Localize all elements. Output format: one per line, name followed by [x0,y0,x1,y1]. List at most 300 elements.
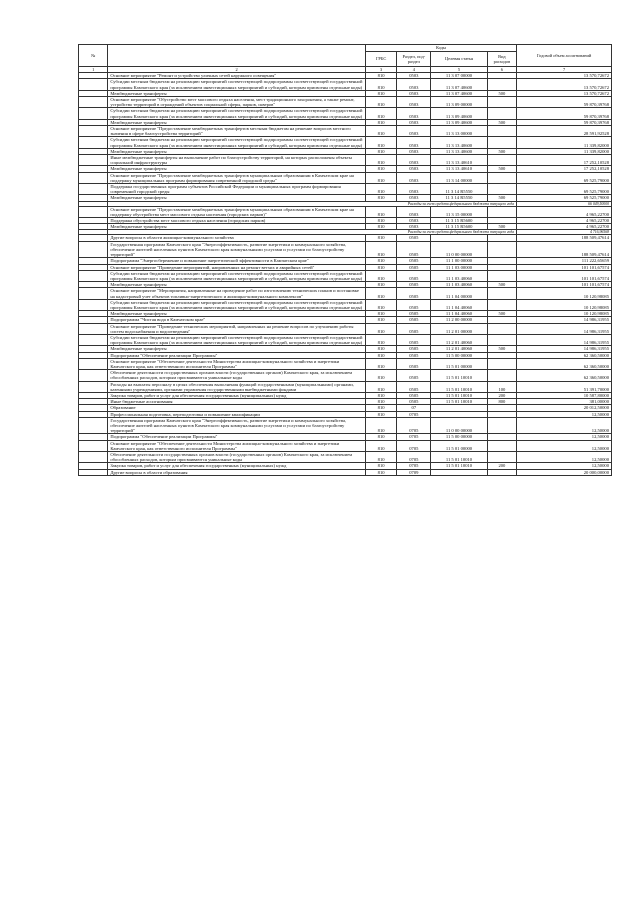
row-amount: 12,50000 [517,452,612,463]
row-target: 11 1 00 00000 [431,258,487,264]
row-target: 11 5 01 10010 [431,452,487,463]
row-number [79,370,108,381]
table-row [79,206,612,217]
row-section: 0505 [397,258,431,264]
table-row [79,452,612,463]
row-grbs: 810 [365,434,397,440]
row-amount: 381,00000 [517,399,612,405]
row-name: Подпрограмма "Чистая вода в Камчатском крае" [108,317,365,323]
row-grbs: 810 [365,469,397,475]
row-grbs: 810 [365,218,397,224]
row-target: 11 0 00 00000 [431,241,487,258]
row-exptype [487,79,516,90]
table-row [79,469,612,475]
row-number [79,452,108,463]
row-amount: 20 012,50000 [517,405,612,411]
row-target: 11 3 13 00000 [431,126,487,137]
row-grbs: 810 [365,323,397,334]
row-name: Основное мероприятие "Проведение технических мероприятий, направленных на решение вопросов по улучшению работы систем водоснабжения и водоотведения" [108,323,365,334]
row-section: 0705 [397,452,431,463]
row-target: 11 2 01 40060 [431,334,487,345]
row-target: 11 1 04 00000 [431,288,487,299]
row-number [79,206,108,217]
row-grbs: 810 [365,235,397,241]
row-target: 11 1 04 40060 [431,311,487,317]
row-number [79,155,108,166]
col-num: 3 [365,67,397,73]
row-grbs: 810 [365,282,397,288]
row-number [79,97,108,108]
row-grbs: 810 [365,452,397,463]
row-name: Иные бюджетные ассигнования [108,399,365,405]
row-number [79,440,108,451]
row-name: Закупка товаров, работ и услуг для обеспечения государственных (муниципальных) нужд [108,463,365,469]
row-number [79,172,108,183]
row-number [79,126,108,137]
row-target: 11 5 00 00000 [431,434,487,440]
row-number [79,241,108,258]
row-number [79,79,108,90]
row-section: 0503 [397,137,431,148]
row-name: Межбюджетные трансферты [108,311,365,317]
row-grbs: 810 [365,399,397,405]
row-exptype: 500 [487,311,516,317]
col-num: 7 [517,67,612,73]
row-target: 11 0 00 00000 [431,417,487,434]
row-grbs: 810 [365,352,397,358]
row-number [79,381,108,392]
row-exptype [487,417,516,434]
row-name: Другие вопросы в области жилищно-коммунального хозяйства [108,235,365,241]
row-target: 11 1 03 40060 [431,282,487,288]
row-name: Межбюджетные трансферты [108,119,365,125]
row-name: Основное мероприятие "Мероприятия, направленные на проведение работ по изготовлению технических планов и постановке на кадастровый учет объектов топливно-энергетического и жилищно-коммунального комплексов" [108,288,365,299]
row-grbs: 810 [365,317,397,323]
row-name: Основное мероприятие "Обеспечение деятельности Министерства жилищно-коммунального хозяйства и энергетики Камчатского края, как ответственного исполнителя Программы" [108,358,365,369]
row-target: 11 3 14 00000 [431,172,487,183]
row-target: 11 3 09 40600 [431,108,487,119]
row-exptype [487,323,516,334]
row-exptype [487,172,516,183]
row-name: Субсидии местным бюджетам на реализацию мероприятий соответствующей подпрограммы соответствующей государственной программы Камчатского края (за исключением инвестиционных мероприятий и субсидий, которым присвоены отдельные коды) [108,137,365,148]
row-grbs: 810 [365,119,397,125]
row-exptype [487,155,516,166]
row-section: 0503 [397,166,431,172]
row-grbs: 810 [365,358,397,369]
row-exptype [487,97,516,108]
row-grbs: 810 [365,392,397,398]
row-target: 11 5 01 10010 [431,381,487,392]
row-exptype: 500 [487,282,516,288]
row-section: 0705 [397,417,431,434]
row-exptype: 500 [487,90,516,96]
row-amount: 51 391,70000 [517,381,612,392]
table-body [79,73,612,476]
row-name: Другие вопросы в области образования [108,469,365,475]
row-exptype [487,288,516,299]
row-grbs: 810 [365,264,397,270]
row-section: 0503 [397,195,431,201]
row-amount: 13 570,72672 [517,73,612,79]
row-exptype: 500 [487,224,516,230]
row-target: 11 1 04 40060 [431,299,487,310]
row-name: Субсидии местным бюджетам на реализацию мероприятий соответствующей подпрограммы соответствующей государственной программы Камчатского края (за исключением инвестиционных мероприятий и субсидий, которым присвоены отдельные коды) [108,79,365,90]
row-grbs: 810 [365,206,397,217]
row-amount: 17 252,10528 [517,155,612,166]
note-amount: 4 716,96568 [517,230,612,235]
row-name: Расходы на выплаты персоналу в целях обеспечения выполнения функций государственными (муниципальными) органами, казенными учреждениями, органами управления государственными внебюджетными фондами [108,381,365,392]
row-amount: 11 339,82000 [517,148,612,154]
header-section: Раздел, под-раздел [397,52,431,67]
row-target: 11 5 01 10010 [431,392,487,398]
row-name: Подпрограмма "Энергосбережение и повышение энергетической эффективности в Камчатском крае" [108,258,365,264]
row-number [79,334,108,345]
table-row [79,288,612,299]
table-row [79,79,612,90]
row-grbs: 810 [365,346,397,352]
row-exptype [487,440,516,451]
note-amount: 66 049,50000 [517,201,612,206]
row-section: 0505 [397,346,431,352]
col-num: 5 [431,67,487,73]
row-target: 11 5 01 10010 [431,370,487,381]
row-grbs: 810 [365,270,397,281]
row-exptype [487,299,516,310]
row-section: 0503 [397,148,431,154]
row-section: 0505 [397,282,431,288]
row-amount: 4 965,22700 [517,224,612,230]
row-amount: 14 986,31955 [517,323,612,334]
row-amount: 12,50000 [517,463,612,469]
row-amount: 4 965,22700 [517,206,612,217]
table-row [79,126,612,137]
row-section: 0505 [397,352,431,358]
row-grbs: 810 [365,411,397,417]
row-name: Межбюджетные трансферты [108,224,365,230]
row-amount: 13 570,72672 [517,90,612,96]
row-number [79,417,108,434]
row-amount: 69 525,79000 [517,195,612,201]
row-number [79,358,108,369]
row-exptype [487,241,516,258]
table-row [79,241,612,258]
row-grbs: 810 [365,258,397,264]
header-grbs: ГРБС [365,52,397,67]
row-exptype: 100 [487,381,516,392]
row-target: 11 3 09 00000 [431,97,487,108]
col-num: 2 [108,67,365,73]
row-section: 0505 [397,392,431,398]
row-section: 0705 [397,440,431,451]
row-grbs: 810 [365,463,397,469]
row-target: 11 3 13 40600 [431,148,487,154]
row-target: 11 3 07 00000 [431,73,487,79]
row-exptype: 500 [487,346,516,352]
col-num: 6 [487,67,516,73]
row-target: 11 3 15 00000 [431,206,487,217]
row-exptype: 500 [487,119,516,125]
row-name: Поддержка государственных программ субъектов Российской Федерации и муниципальных программ формирования современной городской среды [108,184,365,195]
row-amount: 10 120,98085 [517,311,612,317]
row-target: 11 3 13 40610 [431,155,487,166]
row-name: Подпрограмма "Обеспечение реализации Программы" [108,434,365,440]
row-name: Межбюджетные трансферты [108,346,365,352]
row-name: Межбюджетные трансферты [108,195,365,201]
row-target: 11 5 01 10010 [431,399,487,405]
row-amount: 101 101,67574 [517,270,612,281]
row-target: 11 5 01 10010 [431,463,487,469]
table-row [79,155,612,166]
row-grbs: 810 [365,184,397,195]
header-codes: Коды [365,45,516,52]
row-section: 0503 [397,155,431,166]
table-row [79,370,612,381]
row-name: Основное мероприятие "Обеспечение деятельности Министерства жилищно-коммунального хозяйства и энергетики Камчатского края, как ответственного исполнителя Программы" [108,440,365,451]
row-grbs: 810 [365,241,397,258]
table-row [79,358,612,369]
row-section: 07 [397,405,431,411]
row-number [79,108,108,119]
row-section: 0503 [397,126,431,137]
table-row [79,137,612,148]
row-name: Основное мероприятие "Ремонт и устройство уличных сетей наружного освещения" [108,73,365,79]
row-exptype: 500 [487,148,516,154]
row-grbs: 810 [365,148,397,154]
header-row [79,45,612,52]
row-exptype: 200 [487,463,516,469]
row-amount: 101 101,67574 [517,264,612,270]
row-name: Закупка товаров, работ и услуг для обеспечения государственных (муниципальных) нужд [108,392,365,398]
row-amount: 12,50000 [517,411,612,417]
row-grbs: 810 [365,195,397,201]
row-section: 0705 [397,463,431,469]
row-grbs: 810 [365,126,397,137]
row-amount: 10 120,98085 [517,299,612,310]
row-number [79,323,108,334]
row-amount: 62 360,50000 [517,358,612,369]
row-section: 0503 [397,90,431,96]
row-amount: 14 986,31955 [517,334,612,345]
row-exptype [487,206,516,217]
row-exptype [487,358,516,369]
row-amount: 13 570,72672 [517,79,612,90]
row-target: 11 3 07 40600 [431,90,487,96]
row-name: Обеспечение деятельности государственных органов власти (государственных органов) Камчатского края, за исключением обособленных расходов, которым присваиваются уникальные коды [108,452,365,463]
row-name: Государственная программа Камчатского края "Энергоэффективность, развитие энергетики и коммунального хозяйства, обеспечение жителей населенных пунктов Камчатского края коммунальными услугами и услугами по благоустройству территорий" [108,417,365,434]
row-amount: 4 965,22700 [517,218,612,224]
row-exptype [487,334,516,345]
row-amount: 62 360,50000 [517,370,612,381]
row-amount: 69 525,79000 [517,172,612,183]
row-number [79,270,108,281]
row-section: 0505 [397,370,431,381]
row-section: 0505 [397,235,431,241]
row-amount: 28 591,92528 [517,126,612,137]
row-section: 0505 [397,270,431,281]
row-grbs: 810 [365,440,397,451]
row-grbs: 810 [365,381,397,392]
row-name: Государственная программа Камчатского края "Энергоэффективность, развитие энергетики и коммунального хозяйства, обеспечение жителей населенных пунктов Камчатского края коммунальными услугами и услугами по благоустройству территорий" [108,241,365,258]
row-exptype [487,469,516,475]
row-name: Основное мероприятие "Предоставление межбюджетных трансфертов муниципальным образованиям в Камчатском крае на поддержку муниципальных программ формирования современной городской среды" [108,172,365,183]
table-row [79,108,612,119]
row-name: Межбюджетные трансферты [108,166,365,172]
row-grbs: 810 [365,137,397,148]
row-section: 0503 [397,108,431,119]
row-amount: 101 101,67574 [517,282,612,288]
table-row [79,334,612,345]
row-target: 11 3 09 40600 [431,119,487,125]
table-row [79,270,612,281]
row-section: 0709 [397,469,431,475]
row-grbs: 810 [365,334,397,345]
row-name: Межбюджетные трансферты [108,282,365,288]
row-amount: 12,50000 [517,434,612,440]
row-name: Субсидии местным бюджетам на реализацию мероприятий соответствующей подпрограммы соответствующей государственной программы Камчатского края (за исключением инвестиционных мероприятий и субсидий, которым присвоены отдельные коды) [108,270,365,281]
row-section: 0505 [397,317,431,323]
row-section: 0505 [397,358,431,369]
row-exptype [487,184,516,195]
row-grbs: 810 [365,108,397,119]
table-row [79,299,612,310]
row-section: 0505 [397,288,431,299]
table-row [79,97,612,108]
row-amount: 111 222,65659 [517,258,612,264]
col-num: 4 [397,67,431,73]
row-amount: 59 870,39768 [517,97,612,108]
budget-table [78,44,612,476]
row-section: 0503 [397,73,431,79]
row-grbs: 810 [365,299,397,310]
row-section: 0505 [397,399,431,405]
row-target: 11 3 15 R5600 [431,224,487,230]
row-section: 0505 [397,311,431,317]
row-number [79,137,108,148]
row-exptype [487,108,516,119]
row-amount: 10 587,80000 [517,392,612,398]
row-section: 0503 [397,119,431,125]
row-name: Межбюджетные трансферты [108,90,365,96]
table-row [79,381,612,392]
row-grbs: 810 [365,405,397,411]
row-amount: 69 525,79000 [517,184,612,195]
row-grbs: 810 [365,73,397,79]
row-amount: 14 986,31955 [517,317,612,323]
row-amount: 20 000,00000 [517,469,612,475]
row-name: Субсидии местным бюджетам на реализацию мероприятий соответствующей подпрограммы соответствующей государственной программы Камчатского края (за исключением инвестиционных мероприятий и субсидий, которым присвоены отдельные коды) [108,334,365,345]
row-grbs: 810 [365,155,397,166]
table-row [79,184,612,195]
row-grbs: 810 [365,417,397,434]
table-row [79,172,612,183]
row-amount: 14 986,31955 [517,346,612,352]
row-amount: 12,50000 [517,440,612,451]
row-target: 11 1 03 00000 [431,264,487,270]
row-name: Основное мероприятие "Предоставление межбюджетных трансфертов местным бюджетам на решение вопросов местного значения в сфере благоустройства территорий" [108,126,365,137]
header-total: Годовой объем ассигнований [517,45,612,67]
row-target: 11 1 03 40060 [431,270,487,281]
row-number [79,299,108,310]
row-grbs: 810 [365,97,397,108]
row-name: Подпрограмма "Обеспечение реализации Программы" [108,352,365,358]
row-section: 0505 [397,323,431,334]
row-name: Субсидии местным бюджетам на реализацию мероприятий соответствующей подпрограммы соответствующей государственной программы Камчатского края (за исключением инвестиционных мероприятий и субсидий, которым присвоены отдельные коды) [108,299,365,310]
row-target: 11 3 13 40600 [431,137,487,148]
row-amount: 11 339,82000 [517,137,612,148]
row-exptype [487,370,516,381]
row-section: 0503 [397,172,431,183]
row-exptype: 200 [487,392,516,398]
header-exptype: Вид расходов [487,52,516,67]
table-row [79,417,612,434]
row-section: 0503 [397,97,431,108]
row-number [79,184,108,195]
row-section: 0505 [397,264,431,270]
row-section: 0503 [397,224,431,230]
header-name [108,45,365,67]
row-name: Поддержка обустройства мест массового отдыха населения (городских парков) [108,218,365,224]
row-grbs: 810 [365,90,397,96]
row-amount: 59 870,39768 [517,119,612,125]
row-exptype [487,126,516,137]
row-exptype [487,452,516,463]
row-number [79,288,108,299]
row-name: Обеспечение деятельности государственных органов власти (государственных органов) Камчатского края, за исключением обособленных расходов, которым присваиваются уникальные коды [108,370,365,381]
row-target: 11 2 00 00000 [431,317,487,323]
row-grbs: 810 [365,311,397,317]
row-section: 0505 [397,334,431,345]
row-section: 0705 [397,434,431,440]
note-text: Расходы за счет средств федерального бюджета текущего года [108,230,517,235]
row-grbs: 810 [365,224,397,230]
row-name: Основное мероприятие "Обустройство мест массового отдыха населения, мест традиционного захоронения, а также ремонт, устройство территорий в ограждений объектов социальной сферы, парков, скверов" [108,97,365,108]
row-amount: 188 509,47614 [517,235,612,241]
row-grbs: 810 [365,288,397,299]
row-section: 0503 [397,218,431,224]
row-section: 0505 [397,381,431,392]
row-target: 11 5 00 00000 [431,352,487,358]
row-exptype [487,270,516,281]
row-target: 11 2 01 00000 [431,323,487,334]
table-row [79,440,612,451]
row-grbs: 810 [365,370,397,381]
row-number [79,469,108,475]
header-number: № [79,45,108,67]
row-target: 11 3 14 R5550 [431,195,487,201]
row-exptype: 500 [487,166,516,172]
row-section: 0705 [397,411,431,417]
row-target: 11 5 01 00000 [431,440,487,451]
row-target: 11 3 14 R5550 [431,184,487,195]
row-name: Профессиональная подготовка, переподготовка и повышение квалификации [108,411,365,417]
row-amount: 59 870,39768 [517,108,612,119]
row-target: 11 5 01 00000 [431,358,487,369]
row-amount: 62 360,50000 [517,352,612,358]
row-exptype: 500 [487,195,516,201]
row-target: 11 3 13 40610 [431,166,487,172]
row-name: Иные межбюджетные трансферты на выполнение работ по благоустройству территорий, на которых расположены объекты социальной инфраструктуры [108,155,365,166]
row-name: Образование [108,405,365,411]
row-target: 11 3 15 R5600 [431,218,487,224]
row-grbs: 810 [365,172,397,183]
row-amount: 10 120,98085 [517,288,612,299]
row-exptype [487,137,516,148]
row-name: Субсидии местным бюджетам на реализацию мероприятий соответствующей подпрограммы соответствующей государственной программы Камчатского края (за исключением инвестиционных мероприятий и субсидий, которым присвоены отдельные коды) [108,108,365,119]
row-section: 0503 [397,184,431,195]
row-section: 0505 [397,241,431,258]
row-amount: 188 509,47614 [517,241,612,258]
row-target: 11 3 07 40600 [431,79,487,90]
